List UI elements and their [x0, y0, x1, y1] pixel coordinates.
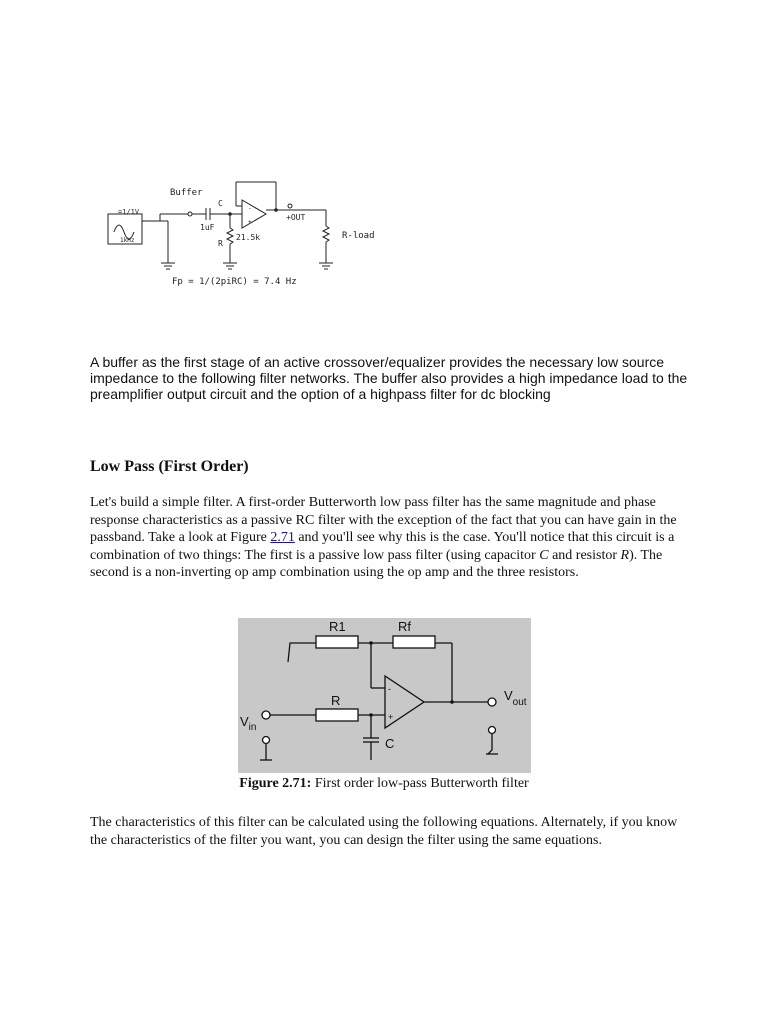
- r-label: R: [331, 693, 341, 708]
- paragraph-text: Let's build a simple filter. A first-order Butterworth low pass filter has the same magnitude and phase response characteristics as a passive RC filter with the exception of the fact that you can have gain in the passband. Take a look at Figure: [90, 495, 677, 545]
- source-amplitude-label: =1/1V: [118, 208, 140, 216]
- c-label: C: [385, 736, 395, 751]
- paragraph-text: and you'll see why this is the case. You'll notice that this circuit is a combination of two things: The first is a passive low pass filter (using capacitor: [90, 530, 675, 563]
- figure-link[interactable]: 2.71: [270, 530, 295, 545]
- paragraph-text: ). The second is a non-inverting op amp combination using the op amp and the three resistors.: [90, 547, 663, 580]
- output-label: +OUT: [286, 213, 306, 222]
- r1-label: R1: [329, 619, 346, 634]
- figure-caption: [0, 776, 768, 792]
- cap-value-label: 1uF: [200, 223, 215, 232]
- inverting-input-sign: -: [388, 684, 391, 694]
- buffer-description-paragraph: A buffer as the first stage of an active crossover/equalizer provides the necessary low source impedance to the following filter networks. The buffer also provides a high impedance load to the preamplifier output circuit and the option of a highpass filter for dc blocking: [90, 354, 688, 402]
- caption-text: First order low-pass Butterworth filter: [311, 776, 529, 791]
- buffer-circuit-diagram: [100, 178, 400, 288]
- cap-name-label: C: [218, 199, 223, 208]
- noninverting-input-sign: +: [388, 712, 394, 722]
- resistor-symbol: R: [620, 547, 630, 563]
- vin-label: $V_{in}$: [240, 714, 257, 733]
- paragraph-text: and resistor: [548, 547, 621, 563]
- svg-text:+: +: [248, 219, 252, 226]
- buffer-label: Buffer: [170, 188, 203, 198]
- source-frequency-label: 1kHz: [120, 237, 135, 244]
- vout-label: $V_{out}$: [504, 688, 527, 708]
- resistor-value-label: 21.5k: [236, 233, 261, 242]
- resistor-name-label: R: [218, 239, 223, 248]
- section-heading: Low Pass (First Order): [90, 458, 249, 475]
- equations-intro-paragraph: The characteristics of this filter can be calculated using the following equations. Alternately, if you know the characteristics of the filter you want, you can design the filter using the same equations.: [90, 815, 678, 848]
- svg-text:-: -: [248, 205, 252, 212]
- caption-label: Figure 2.71:: [239, 776, 312, 791]
- load-label: R-load: [342, 231, 375, 241]
- rf-label: Rf: [398, 619, 411, 634]
- lowpass-intro-paragraph: [90, 494, 680, 582]
- cutoff-formula: Fp = 1/(2piRC) = 7.4 Hz: [172, 277, 297, 287]
- lowpass-filter-diagram: [238, 618, 531, 773]
- capacitor-symbol: C: [539, 547, 549, 563]
